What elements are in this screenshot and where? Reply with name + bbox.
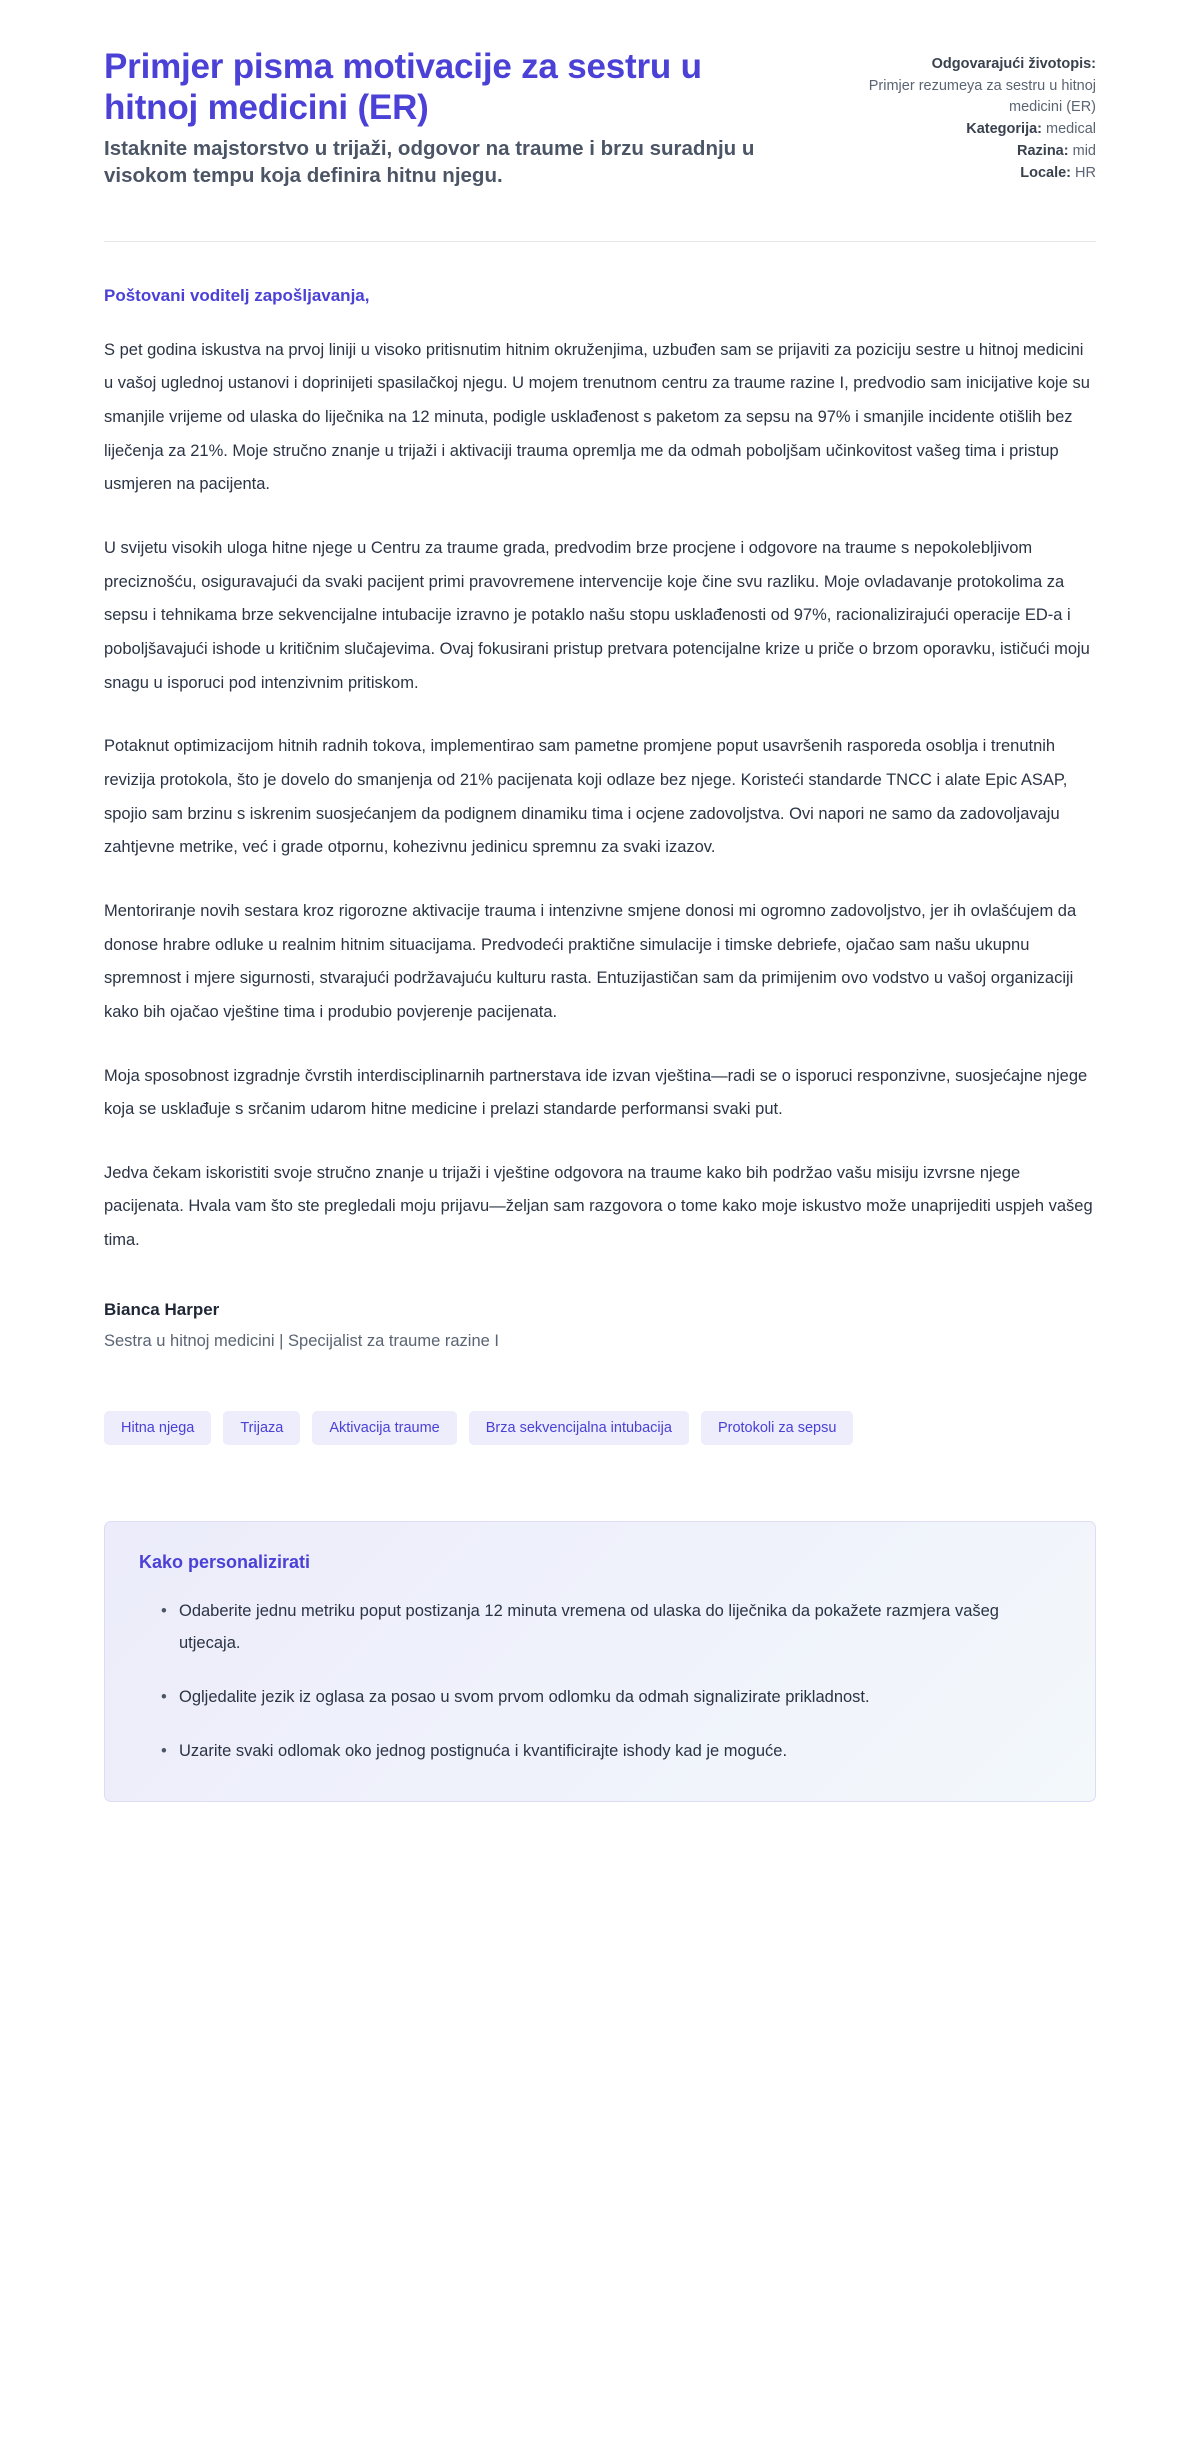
header-title-block <box>104 46 764 189</box>
letter-paragraph: S pet godina iskustva na prvoj liniji u visoko pritisnutim hitnim okruženjima, uzbuđen sam se prijaviti za poziciju sestre u hitnoj medicini u vašoj uglednoj ustanovi i doprinijeti spasilačkoj njegu. U mojem trenutnom centru za traume razine I, predvodio sam inicijative koje su smanjile vrijeme od ulaska do liječnika na 12 minuta, podigle usklađenost s paketom za sepsu na 97% i smanjile incidente otišlih bez liječenja za 21%. Moje stručno znanje u trijaži i aktivaciji trauma opremlja me da odmah poboljšam učinkovitost vašeg tima i pristup usmjeren na pacijenta. <box>104 340 1090 494</box>
callout-list <box>139 1595 1061 1768</box>
callout-list-item-text: Ogljedalite jezik iz oglasa za posao u svom prvom odlomku da odmah signalizirate prikladnost. <box>179 1688 870 1707</box>
tag-list <box>104 1411 1096 1445</box>
meta-matching-resume <box>816 54 1096 75</box>
personalization-callout <box>104 1521 1096 1803</box>
meta-category-label: Kategorija: <box>966 121 1042 138</box>
letter-salutation: Poštovani voditelj zapošljavanja, <box>104 285 370 305</box>
document-metadata <box>816 46 1096 185</box>
letter-paragraph: Mentoriranje novih sestara kroz rigorozne aktivacije trauma i intenzivne smjene donosi mi ogromno zadovoljstvo, jer ih ovlašćujem da donose hrabre odluke u realnim hitnim situacijama. Predvodeći praktične simulacije i timske debriefe, ojačao sam našu ukupnu spremnost i mjere sigurnosti, stvarajući podržavajuću kulturu rasta. Entuzijastičan sam da primijenim ovo vodstvo u vašoj organizaciji kako bih ojačao vještine tima i produbio povjerenje pacijenata. <box>104 901 1077 1021</box>
meta-matching-resume-value: Primjer rezumeya za sestru u hitnoj medicini (ER) <box>868 78 1096 116</box>
meta-matching-resume-value-row <box>816 76 1096 118</box>
signature-name: Bianca Harper <box>104 1299 220 1319</box>
letter-paragraph: U svijetu visokih uloga hitne njege u Centru za traume grada, predvodim brze procjene i odgovore na traume s nepokolebljivom preciznošću, osiguravajući da svaki pacijent primi pravovremene intervencije koje čine svu razliku. Moje ovladavanje protokolima za sepsu i tehnikama brze sekvencijalne intubacije izravno je potaklo našu stopu usklađenosti od 97%, racionalizirajući operacije ED-a i poboljšavajući ishode u kritičnim slučajevima. Ovaj fokusirani pristup pretvara potencijalne krize u priče o brzom oporavku, ističući moju snagu u isporuci pod intenzivnim pritiskom. <box>104 538 1090 692</box>
tag-chip[interactable]: Aktivacija traume <box>312 1411 456 1445</box>
callout-list-item-text: Odaberite jednu metriku poput postizanja 12 minuta vremena od ulaska do liječnika da pokažete razmjera vašeg utjecaja. <box>179 1601 999 1652</box>
callout-list-item <box>161 1735 1061 1767</box>
tag-chip[interactable]: Brza sekvencijalna intubacija <box>469 1411 689 1445</box>
meta-locale-label: Locale: <box>1020 165 1072 182</box>
page-subtitle: Istaknite majstorstvo u trijaži, odgovor na traume i brzu suradnju u visokom tempu koja definira hitnu njegu. <box>104 136 755 187</box>
bullet-icon: • <box>161 1688 167 1707</box>
meta-locale <box>816 163 1096 184</box>
letter-paragraph: Potaknut optimizacijom hitnih radnih tokova, implementirao sam pametne promjene poput usavršenih rasporeda osoblja i trenutnih revizija protokola, što je dovelo do smanjenja od 21% pacijenata koji odlaze bez njege. Koristeći standarde TNCC i alate Epic ASAP, spojio sam brzinu s iskrenim suosjećanjem da podignem dinamiku tima i ocjene zadovoljstva. Ovi napori ne samo da zadovoljavaju zahtjevne metrike, već i grade otpornu, kohezivnu jedinicu spremnu za svaki izazov. <box>104 737 1068 857</box>
meta-level <box>816 141 1096 162</box>
page-header <box>104 46 1096 189</box>
meta-locale-value: HR <box>1075 165 1096 182</box>
signature-role: Sestra u hitnoj medicini | Specijalist za traume razine I <box>104 1331 499 1350</box>
bullet-icon: • <box>161 1742 167 1761</box>
meta-category <box>816 119 1096 140</box>
bullet-icon: • <box>161 1601 167 1620</box>
tag-chip[interactable]: Protokoli za sepsu <box>701 1411 853 1445</box>
meta-level-value: mid <box>1072 143 1096 160</box>
callout-list-item <box>161 1681 1061 1713</box>
meta-level-label: Razina: <box>1017 143 1069 160</box>
callout-title: Kako personalizirati <box>139 1551 311 1572</box>
letter-body <box>104 242 1096 1351</box>
letter-paragraph: Moja sposobnost izgradnje čvrstih interdisciplinarnih partnerstava ide izvan vještina—radi se o isporuci responzivne, suosjećajne njege koja se usklađuje s srčanim udarom hitne medicine i prelazi standarde performansi svaki put. <box>104 1066 1088 1119</box>
tag-chip[interactable]: Trijaza <box>223 1411 300 1445</box>
meta-category-value: medical <box>1046 121 1096 138</box>
letter-paragraph: Jedva čekam iskoristiti svoje stručno znanje u trijaži i vještine odgovora na traume kako bih podržao vašu misiju izvrsne njege pacijenata. Hvala vam što ste pregledali moju prijavu—željan sam razgovora o tome kako moje iskustvo može unaprijediti uspjeh vašeg tima. <box>104 1163 1093 1250</box>
page-title: Primjer pisma motivacije za sestru u hitnoj medicini (ER) <box>104 47 702 128</box>
tag-chip[interactable]: Hitna njega <box>104 1411 211 1445</box>
letter-paragraphs <box>104 334 1096 1258</box>
callout-list-item <box>161 1595 1061 1659</box>
letter-signature <box>104 1300 1096 1351</box>
callout-list-item-text: Uzarite svaki odlomak oko jednog postignuća i kvantificirajte ishody kad je moguće. <box>179 1742 788 1761</box>
meta-matching-resume-label: Odgovarajući životopis: <box>931 56 1096 72</box>
